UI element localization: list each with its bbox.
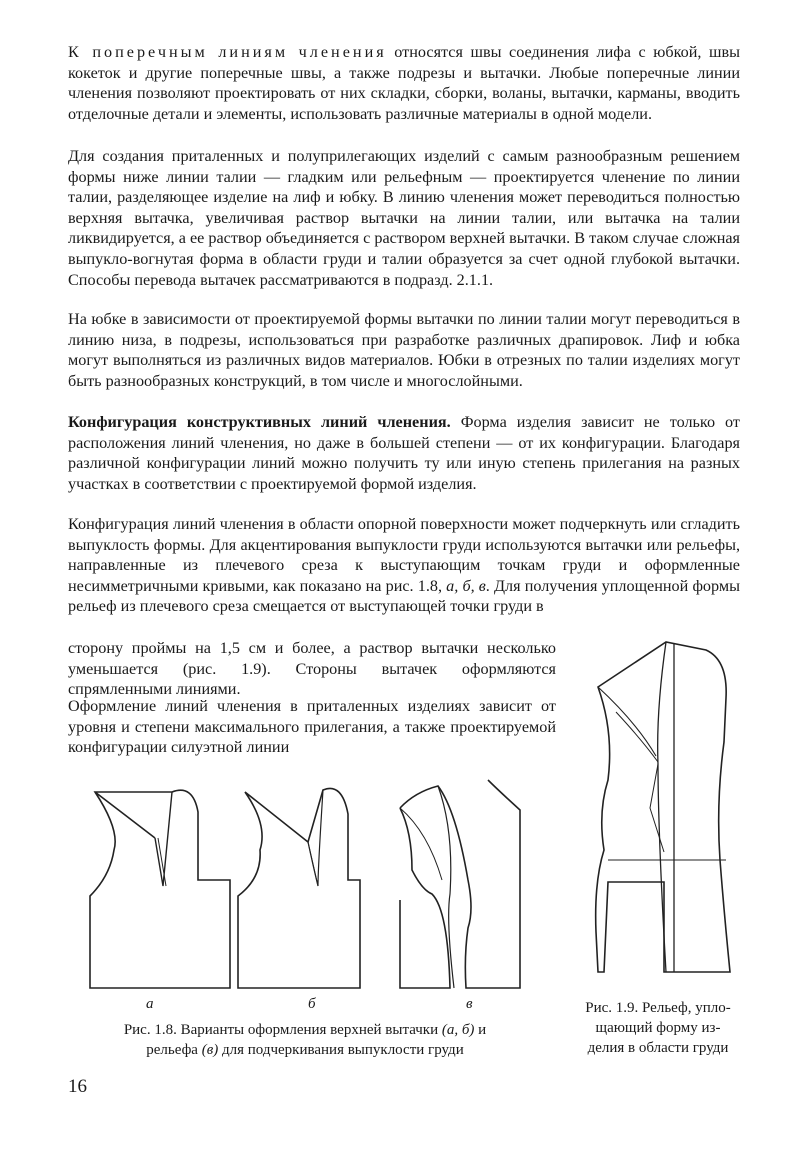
figure-1-9-caption: Рис. 1.9. Рельеф, упло- щающий форму из- делия в области груди bbox=[585, 1000, 731, 1056]
figure-label-c: в bbox=[466, 996, 473, 1012]
paragraph-support-surface: Конфигурация линий членения в области опорной поверхности может подчеркнуть или сгладить выпуклость формы. Для акцентирования выпуклости груди используются вытачки или рельефы, направленные из плечевого среза к выступающим точкам груди и оформленные несимметричными кривыми, как показано на рис. 1.8, а, б, в. Для получения уплощенной формы рельеф из плечевого среза смещается от выступающей точки груди в bbox=[68, 515, 740, 616]
section-heading: Конфигурация конструктивных линий членения. bbox=[68, 413, 451, 431]
page-number: 16 bbox=[68, 1076, 87, 1097]
figure-1-8 bbox=[70, 770, 540, 1012]
figure-1-8-caption: Рис. 1.8. Варианты оформления верхней вытачки (а, б) и рельефа (в) для подчеркивания выпуклости груди bbox=[123, 1022, 487, 1058]
figure-label-b: б bbox=[308, 996, 316, 1012]
paragraph-transverse-lines: К поперечным линиям членения относятся швы соединения лифа с юбкой, швы кокеток и другие поперечные швы, а также подрезы и вытачки. Любые поперечные линии членения позволяют проектировать от них складки, сборки, воланы, вытачки, карманы, вводить отделочные детали и элементы, использовать различные материалы в одной модели. bbox=[68, 43, 741, 123]
pattern-b-drawing bbox=[238, 788, 360, 988]
paragraph-waist-seam: Для создания приталенных и полуприлегающих изделий с самым разнообразным решением формы ниже линии талии — гладким или рельефным — проектируется членение по линии талии, разделяющее изделие на лиф и юбку. В линию членения может переводиться полностью верхняя вытачка, увеличивая раствор вытачки на линии талии, или вытачка на талии ликвидируется, а ее раствор объединяется с раствором верхней вытачки. В таком случае сложная выпукло-вогнутая форма в области груди и талии образуется за счет одной глубокой вытачки. Способы перевода вытачек рассматриваются в подразд. 2.1.1. bbox=[68, 147, 741, 289]
paragraph-configuration: Конфигурация конструктивных линий членения. Форма изделия зависит не только от расположения линий членения, но даже в большей степени — от их конфигурации. Благодаря различной конфигурации линий можно получить ту или иную степень прилегания на разных участках в соответствии с проектируемой формой изделия. bbox=[68, 413, 740, 493]
figure-1-9 bbox=[586, 632, 736, 982]
pattern-c-drawing bbox=[400, 780, 520, 988]
paragraph-skirt: На юбке в зависимости от проектируемой формы вытачки по линии талии могут переводиться в линию низа, в подрезы, использоваться при разработке различных драпировок. Лиф и юбка могут выполняться из различных видов материалов. Юбки в отрезных по талии изделиях могут быть разнообразных конструкций, в том числе и многослойными. bbox=[68, 310, 740, 390]
pattern-a-drawing bbox=[90, 790, 230, 988]
bodice-relief-drawing bbox=[596, 642, 730, 972]
paragraph-fitted-items: Оформление линий членения в приталенных изделиях зависит от уровня и степени максимального прилегания, а также проектируемой конфигурации силуэтной линии bbox=[68, 697, 556, 757]
spaced-lead: К поперечным линиям членения bbox=[68, 43, 387, 61]
figure-label-a: а bbox=[146, 996, 154, 1012]
paragraph-support-surface-cont: сторону проймы на 1,5 см и более, а раствор вытачки несколько уменьшается (рис. 1.9). Стороны вытачек оформляются спрямленными линиями. bbox=[68, 639, 556, 699]
